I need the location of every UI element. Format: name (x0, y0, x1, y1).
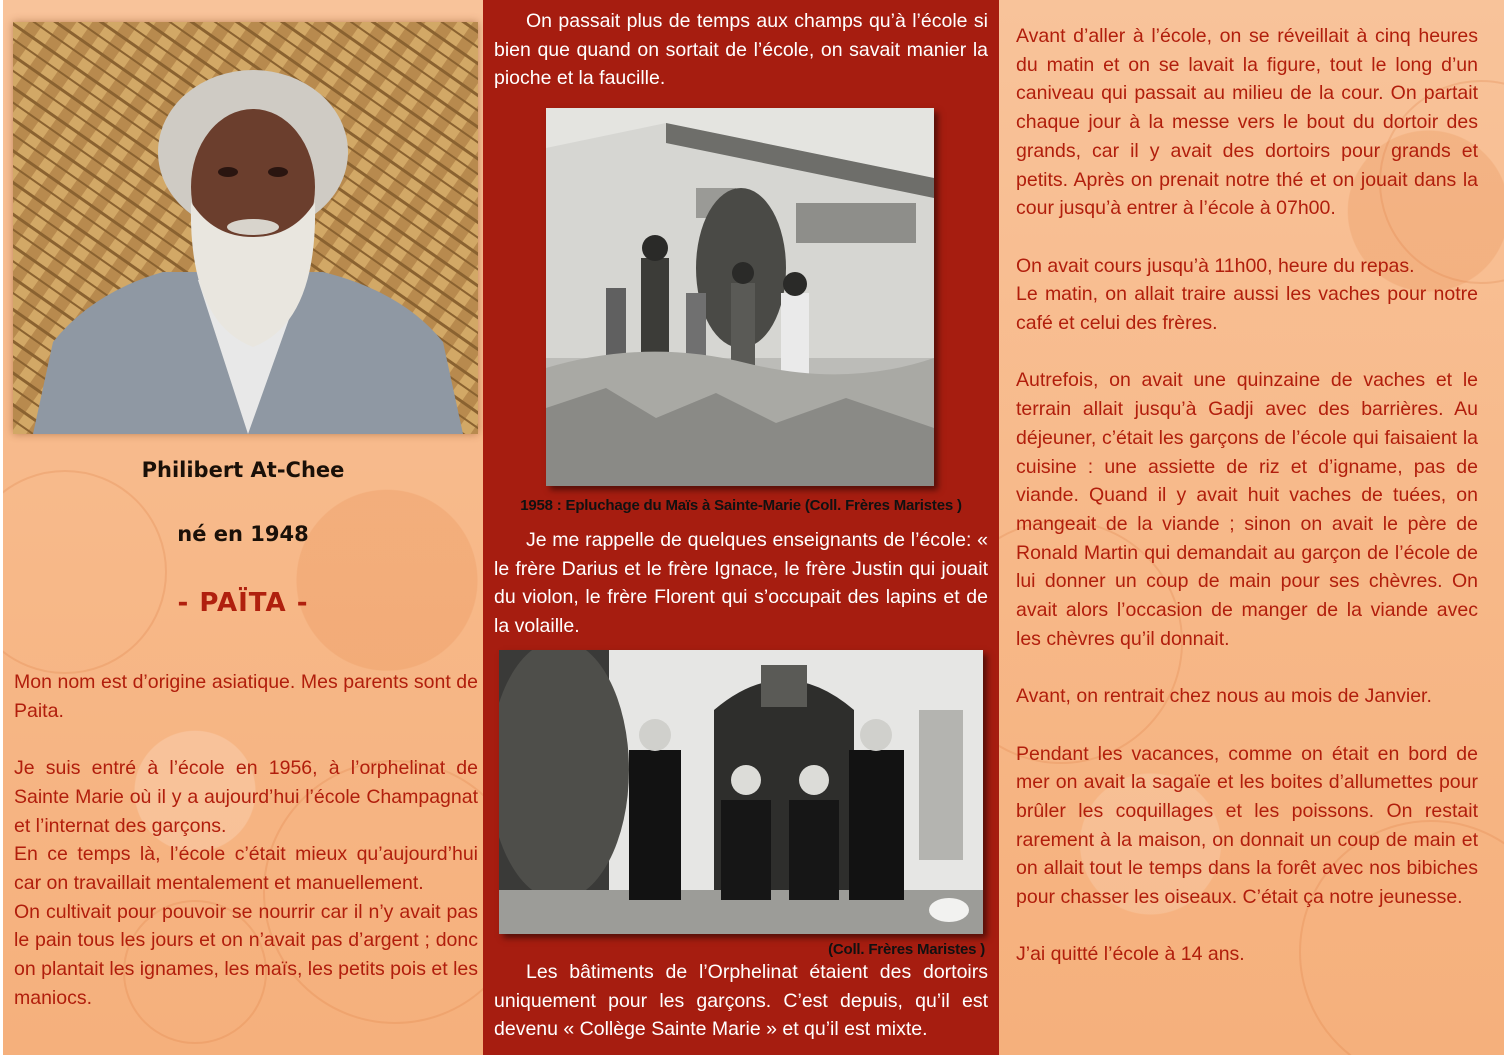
paragraph: Je suis entré à l’école en 1956, à l’orphelinat de Sainte Marie où il y a aujourd’hui l’école Champagnat et l’internat des garçons. (14, 757, 478, 837)
left-body-text (14, 668, 478, 1012)
paragraph-gap (1016, 223, 1478, 252)
portrait-photo (13, 22, 478, 434)
right-body-text (1016, 22, 1478, 969)
left-column (3, 0, 483, 1055)
brothers-photo (499, 650, 983, 934)
paragraph: Avant, on rentrait chez nous au mois de Janvier. (1016, 685, 1432, 708)
paragraph-gap (1016, 653, 1478, 682)
person-name: Philibert At-Chee (141, 458, 345, 482)
middle-text-top: On passait plus de temps aux champs qu’à l’école si bien que quand on sortait de l’école, on savait manier la pioche et la faucille. (494, 10, 988, 90)
paragraph: Autrefois, on avait une quinzaine de vaches et le terrain allait jusqu’à Gadji avec des barrières. Au déjeuner, c’était les garçons de l’école qui faisaient la cuisine : une assiette de riz et d’igname, pas de viande. Quand il y avait huit vaches de tuées, on mangeait de la viande ; sinon on avait le père de Ronald Martin qui demandait au garçon de l’école de lui donner un coup de main pour ses chèvres. On avait alors l’occasion de manger de la viande avec les chèvres qu’il donnait. (1016, 369, 1478, 650)
middle-text-bottom: Les bâtiments de l’Orphelinat étaient des dortoirs uniquement pour les garçons. C’est depuis, qu’il est devenu « Collège Sainte Marie » et qu’il est mixte. (494, 961, 988, 1041)
paragraph: Mon nom est d’origine asiatique. Mes parents sont de Paita. (14, 671, 478, 722)
paragraph: Le matin, on allait traire aussi les vaches pour notre café et celui des frères. (1016, 283, 1478, 335)
photo1-caption: 1958 : Epluchage du Maïs à Sainte-Marie (Coll. Frères Maristes ) (520, 497, 962, 514)
corn-husking-photo (546, 108, 934, 486)
photo2-caption: (Coll. Frères Maristes ) (828, 941, 985, 958)
paragraph-gap (1016, 711, 1478, 740)
paragraph-gap (1016, 338, 1478, 367)
paragraph: On avait cours jusqu’à 11h00, heure du repas. (1016, 254, 1415, 277)
decorative-circle (3, 470, 167, 674)
right-column (999, 0, 1504, 1055)
paragraph: On cultivait pour pouvoir se nourrir car il n’y avait pas le pain tous les jours et on n’avait pas d’argent ; donc on plantait les ignames, les maïs, les petits pois et les maniocs. (14, 900, 478, 1009)
paragraph-gap (1016, 912, 1478, 941)
place-name: - PAÏTA - (177, 588, 309, 618)
birth-year: né en 1948 (177, 522, 309, 546)
paragraph: J’ai quitté l’école à 14 ans. (1016, 943, 1245, 966)
paragraph: Pendant les vacances, comme on était en bord de mer on avait la sagaïe et les boites d’allumettes pour brûler les coquillages et les poissons. On restait rarement à la maison, on donnait un coup de main et on allait tout le temps dans la forêt avec nos bibiches pour chasser les oiseaux. C’était ça notre jeunesse. (1016, 742, 1478, 909)
middle-column (483, 0, 999, 1055)
paragraph: En ce temps là, l’école c’était mieux qu’aujourd’hui car on travaillait mentalement et manuellement. (14, 843, 478, 894)
paragraph: Avant d’aller à l’école, on se réveillait à cinq heures du matin et on se lavait la figure, tout le long d’un caniveau qui passait au milieu de la cour. On partait chaque jour à la messe vers le bout du dortoir des grands, car il y avait des dortoirs pour grands et petits. Après on prenait notre thé et on jouait dans la cour jusqu’à entrer à l’école à 07h00. (1016, 25, 1478, 220)
paragraph-gap (14, 725, 478, 754)
middle-text-mid: Je me rappelle de quelques enseignants de l’école: « le frère Darius et le frère Ignace, le frère Justin qui jouait du violon, le frère Florent qui s’occupait des lapins et de la volaille. (494, 529, 988, 638)
